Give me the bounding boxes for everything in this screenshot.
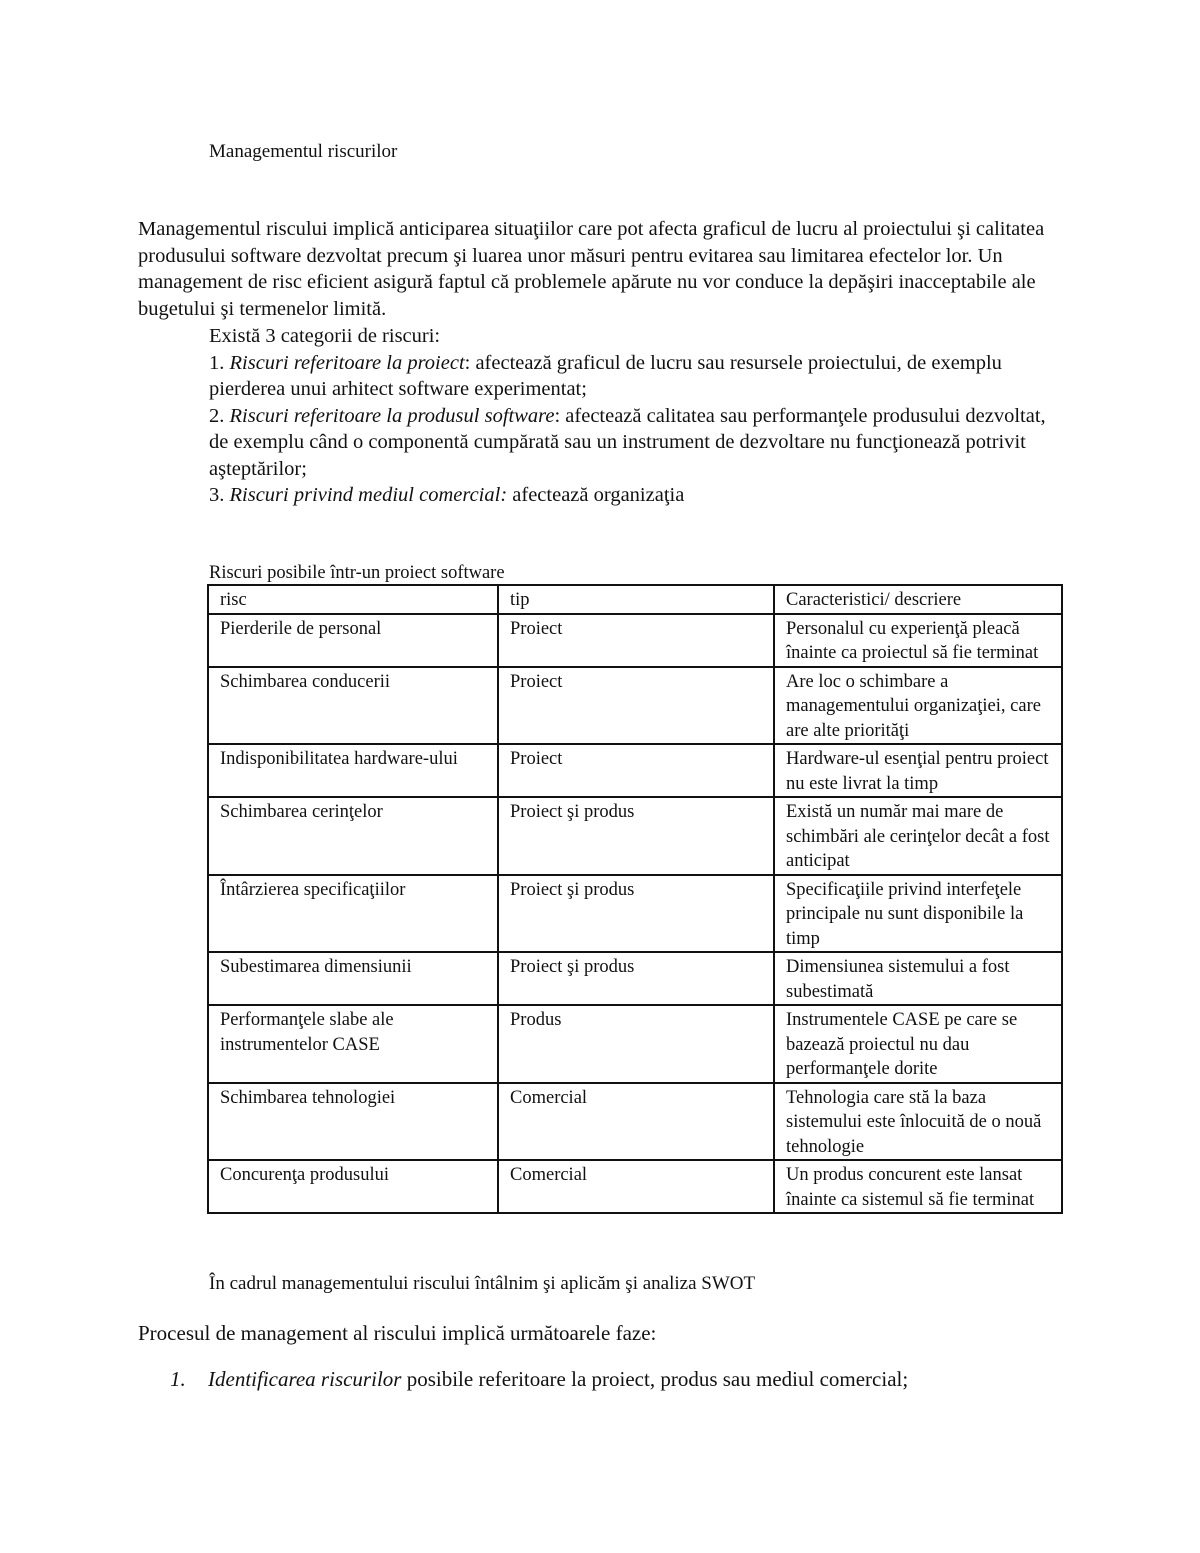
risk-description: Dimensiunea sistemului a fost subestimată [774, 952, 1062, 1005]
category-description: : afectează calitatea sau performanţele produsului dezvoltat, de exemplu când o componentă cumpărată sau un instrument de dezvoltare nu funcţionează potrivit aşteptărilor; [209, 404, 1046, 480]
categories-lead: Există 3 categorii de riscuri: [209, 325, 441, 347]
phase-item [170, 1367, 908, 1392]
risk-type: Produs [498, 1005, 774, 1083]
risk-description: Instrumentele CASE pe care se bazează proiectul nu dau performanţele dorite [774, 1005, 1062, 1083]
table-row [208, 1005, 1062, 1083]
table-row [208, 667, 1062, 745]
table-row [208, 797, 1062, 875]
risk-name: Performanţele slabe ale instrumentelor CASE [208, 1005, 498, 1083]
table-row [208, 614, 1062, 667]
swot-note: În cadrul managementului riscului întâlnim şi aplicăm şi analiza SWOT [209, 1273, 756, 1294]
category-description: : afectează graficul de lucru sau resursele proiectului, de exemplu pierderea unui arhitect software experimentat; [209, 351, 1002, 400]
category-item [209, 482, 1069, 509]
table-row [208, 952, 1062, 1005]
risk-description: Hardware-ul esenţial pentru proiect nu este livrat la timp [774, 744, 1062, 797]
risk-name: Schimbarea cerinţelor [208, 797, 498, 875]
risks-table [207, 584, 1063, 1214]
phases-lead: Procesul de management al riscului implică următoarele faze: [138, 1321, 657, 1345]
table-row [208, 1083, 1062, 1161]
table-row [208, 744, 1062, 797]
risk-type: Proiect [498, 614, 774, 667]
risk-description: Personalul cu experienţă pleacă înainte ca proiectul să fie terminat [774, 614, 1062, 667]
intro-paragraph: Managementul riscului implică anticiparea situaţiilor care pot afecta graficul de lucru al proiectului şi calitatea produsului software dezvoltat precum şi luarea unor măsuri pentru evitarea sau limitarea efectelor lor. Un management de risc eficient asigură faptul că problemele apărute nu vor conduce la depăşiri inacceptabile ale bugetului şi termenelor limită. [138, 218, 1045, 320]
category-term: Riscuri referitoare la proiect [229, 351, 465, 374]
risk-description: Un produs concurent este lansat înainte ca sistemul să fie terminat [774, 1160, 1062, 1213]
risk-type: Proiect [498, 667, 774, 745]
risk-name: Schimbarea conducerii [208, 667, 498, 745]
risk-description: Are loc o schimbare a managementului organizaţiei, care are alte priorităţi [774, 667, 1062, 745]
risk-name: Schimbarea tehnologiei [208, 1083, 498, 1161]
risk-type: Proiect şi produs [498, 797, 774, 875]
category-term: Riscuri referitoare la produsul software [229, 404, 555, 427]
category-item [209, 350, 1069, 403]
category-number: 3. [209, 484, 230, 506]
risk-type: Comercial [498, 1083, 774, 1161]
risk-categories [209, 323, 1069, 509]
risk-name: Întârzierea specificaţiilor [208, 875, 498, 953]
risk-description: Specificaţiile privind interfeţele principale nu sunt disponibile la timp [774, 875, 1062, 953]
risk-name: Pierderile de personal [208, 614, 498, 667]
risk-description: Există un număr mai mare de schimbări ale cerinţelor decât a fost anticipat [774, 797, 1062, 875]
table-header-row [208, 585, 1062, 614]
phase-description: posibile referitoare la proiect, produs sau mediul comercial; [401, 1367, 909, 1391]
category-number: 2. [209, 404, 230, 427]
column-header-tip: tip [498, 585, 774, 614]
category-item [209, 403, 1069, 483]
risk-name: Subestimarea dimensiunii [208, 952, 498, 1005]
column-header-description: Caracteristici/ descriere [774, 585, 1062, 614]
phase-term: Identificarea riscurilor [208, 1367, 402, 1391]
risk-name: Indisponibilitatea hardware-ului [208, 744, 498, 797]
phase-number: 1. [170, 1367, 186, 1391]
risk-type: Proiect şi produs [498, 875, 774, 953]
risk-type: Comercial [498, 1160, 774, 1213]
category-number: 1. [209, 351, 230, 374]
document-heading: Managementul riscurilor [209, 141, 398, 162]
table-row [208, 875, 1062, 953]
risk-description: Tehnologia care stă la baza sistemului este înlocuită de o nouă tehnologie [774, 1083, 1062, 1161]
category-term: Riscuri privind mediul comercial: [229, 484, 508, 506]
risk-name: Concurenţa produsului [208, 1160, 498, 1213]
risk-type: Proiect şi produs [498, 952, 774, 1005]
column-header-risc: risc [208, 585, 498, 614]
table-caption: Riscuri posibile într-un proiect software [209, 563, 505, 583]
risk-type: Proiect [498, 744, 774, 797]
table-row [208, 1160, 1062, 1213]
category-description: afectează organizaţia [507, 484, 685, 506]
